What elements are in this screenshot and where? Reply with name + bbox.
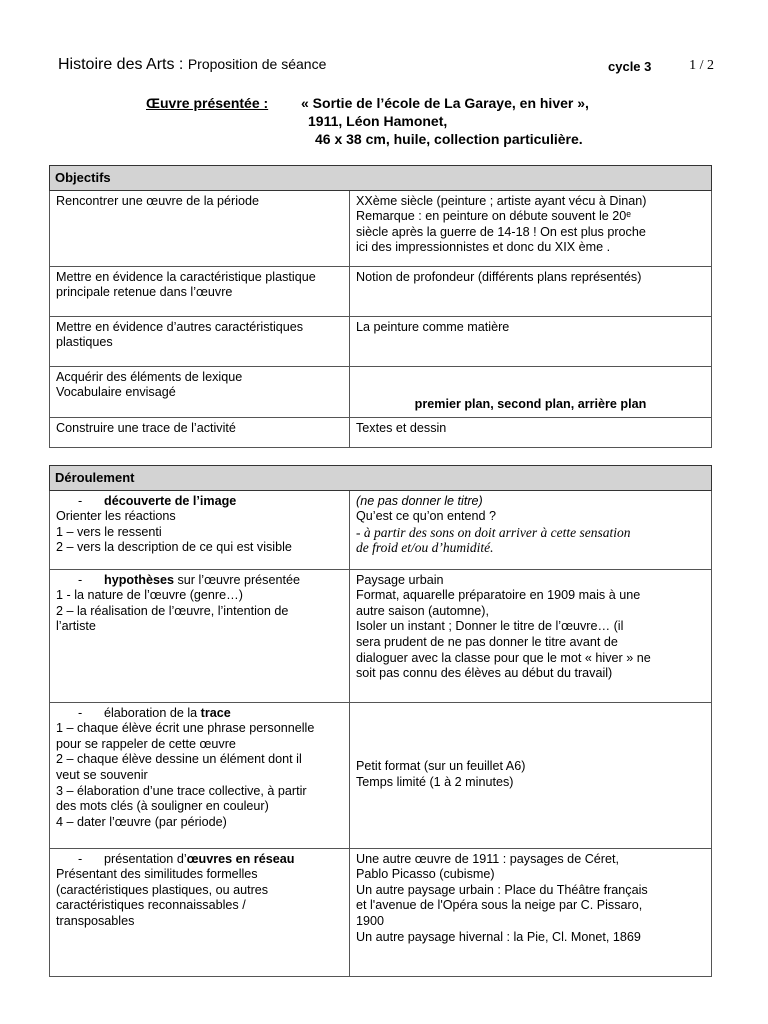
step-title-bold: œuvres en réseau bbox=[186, 851, 295, 866]
artwork-label: Œuvre présentée : bbox=[146, 95, 269, 111]
objective-note-cell bbox=[350, 417, 712, 447]
cell-line: et l'avenue de l'Opéra sous la neige par C. Pissaro, bbox=[356, 898, 643, 913]
cell-line: Orienter les réactions bbox=[56, 509, 176, 524]
cell-line: dialoguer avec la classe pour que le mot « hiver » ne bbox=[356, 650, 651, 665]
artwork-line-3: 46 x 38 cm, huile, collection particulière. bbox=[315, 131, 583, 147]
cell-line: Acquérir des éléments de lexique bbox=[56, 369, 243, 384]
dash: - bbox=[78, 851, 83, 866]
cell-line: XXème siècle (peinture ; artiste ayant vécu à Dinan) bbox=[356, 193, 647, 208]
step-cell bbox=[50, 569, 350, 702]
handwritten-note: de froid et/ou d’humidité. bbox=[356, 540, 494, 556]
objective-cell bbox=[50, 316, 350, 366]
cell-line: principale retenue dans l’œuvre bbox=[56, 285, 233, 300]
cell-line: autre saison (automne), bbox=[356, 603, 490, 618]
cell-line: siècle après la guerre de 14-18 ! On est plus proche bbox=[356, 224, 646, 239]
cell-line: Vocabulaire envisagé bbox=[56, 385, 176, 400]
cell-line: Mettre en évidence d’autres caractéristiques bbox=[56, 319, 304, 334]
cell-line: 2 – vers la description de ce qui est visible bbox=[56, 540, 292, 555]
cycle-label: cycle 3 bbox=[608, 59, 652, 74]
cell-line: plastiques bbox=[56, 335, 113, 350]
cell-line: Isoler un instant ; Donner le titre de l’œuvre… (il bbox=[356, 619, 624, 634]
cell-line: 1900 bbox=[356, 913, 385, 928]
cell-line: Notion de profondeur (différents plans représentés) bbox=[356, 269, 642, 284]
cell-line: Qu’est ce qu’on entend ? bbox=[356, 509, 497, 524]
step-title bbox=[56, 706, 343, 722]
step-cell bbox=[50, 490, 350, 569]
cell-line: Un autre paysage urbain : Place du Théâtre français bbox=[356, 882, 648, 897]
cell-line: La peinture comme matière bbox=[356, 319, 510, 334]
objective-cell bbox=[50, 366, 350, 417]
step-cell bbox=[50, 848, 350, 976]
cell-line: Une autre œuvre de 1911 : paysages de Céret, bbox=[356, 851, 619, 866]
table-row bbox=[50, 490, 712, 569]
page-header bbox=[58, 56, 714, 78]
cell-line: Textes et dessin bbox=[356, 420, 447, 435]
cell-line: veut se souvenir bbox=[56, 767, 148, 782]
cell-line: soit pas connu des élèves au début du travail) bbox=[356, 666, 613, 681]
objective-note-cell bbox=[350, 190, 712, 266]
cell-line: 3 – élaboration d’une trace collective, à partir bbox=[56, 783, 307, 798]
cell-line: Format, aquarelle préparatoire en 1909 mais à une bbox=[356, 588, 641, 603]
objective-note-cell bbox=[350, 366, 712, 417]
page-number: 1 / 2 bbox=[689, 58, 714, 73]
table-row bbox=[50, 190, 712, 266]
title-sub: Proposition de séance bbox=[187, 56, 327, 72]
objective-cell bbox=[50, 266, 350, 316]
vocabulary-terms: premier plan, second plan, arrière plan bbox=[414, 397, 647, 411]
step-note-cell bbox=[350, 569, 712, 702]
step-title bbox=[56, 494, 343, 510]
table-row bbox=[50, 266, 712, 316]
cell-line: Petit format (sur un feuillet A6) bbox=[356, 759, 526, 773]
table-row bbox=[50, 702, 712, 848]
cell-line: (ne pas donner le titre) bbox=[356, 493, 483, 508]
step-note-cell bbox=[350, 702, 712, 848]
title-main: Histoire des Arts bbox=[58, 56, 175, 73]
objective-cell bbox=[50, 190, 350, 266]
cell-line: Temps limité (1 à 2 minutes) bbox=[356, 774, 514, 789]
cell-line: Présentant des similitudes formelles bbox=[56, 867, 258, 882]
objectifs-heading: Objectifs bbox=[50, 166, 712, 191]
cell-line: pour se rappeler de cette œuvre bbox=[56, 736, 236, 751]
cell-line: 1 – chaque élève écrit une phrase personnelle bbox=[56, 721, 315, 736]
cell-line: ici des impressionnistes et donc du XIX ème . bbox=[356, 240, 611, 255]
step-cell bbox=[50, 702, 350, 848]
deroulement-table bbox=[49, 465, 712, 977]
objectifs-table bbox=[49, 165, 712, 448]
cell-line: 2 – chaque élève dessine un élément dont il bbox=[56, 752, 302, 767]
cell-line: 1 - la nature de l’œuvre (genre…) bbox=[56, 588, 243, 603]
cell-line: 1 – vers le ressenti bbox=[56, 524, 162, 539]
table-row bbox=[50, 569, 712, 702]
objective-cell bbox=[50, 417, 350, 447]
dash: - bbox=[78, 493, 83, 508]
title-separator: : bbox=[174, 56, 188, 73]
step-title-bold: découverte de l’image bbox=[104, 493, 237, 508]
step-title bbox=[56, 852, 343, 868]
step-title-bold: hypothèses bbox=[104, 572, 174, 587]
cell-line: Rencontrer une œuvre de la période bbox=[56, 193, 260, 208]
cell-line: (caractéristiques plastiques, ou autres bbox=[56, 882, 269, 897]
step-title bbox=[56, 573, 343, 589]
table-row bbox=[50, 316, 712, 366]
cell-line: 4 – dater l’œuvre (par période) bbox=[56, 814, 227, 829]
objective-note-cell bbox=[350, 316, 712, 366]
step-title-bold: trace bbox=[200, 705, 231, 720]
step-note-cell bbox=[350, 848, 712, 976]
cell-line: Un autre paysage hivernal : la Pie, Cl. Monet, 1869 bbox=[356, 929, 641, 944]
handwritten-note: - à partir des sons on doit arriver à cette sensation bbox=[356, 524, 631, 540]
table-row bbox=[50, 417, 712, 447]
artwork-line-1: « Sortie de l’école de La Garaye, en hiver », bbox=[301, 95, 589, 111]
objective-note-cell bbox=[350, 266, 712, 316]
artwork-line-2: 1911, Léon Hamonet, bbox=[308, 113, 448, 129]
table-row bbox=[50, 848, 712, 976]
step-title-pre: élaboration de la bbox=[104, 705, 201, 720]
step-title-rest: sur l’œuvre présentée bbox=[174, 572, 300, 587]
cell-line: transposables bbox=[56, 913, 135, 928]
cell-line: des mots clés (à souligner en couleur) bbox=[56, 799, 269, 814]
step-note-cell bbox=[350, 490, 712, 569]
cell-line: sera prudent de ne pas donner le titre avant de bbox=[356, 634, 618, 649]
cell-line: Pablo Picasso (cubisme) bbox=[356, 867, 495, 882]
cell-line: Remarque : en peinture on débute souvent le 20ᵉ bbox=[356, 209, 631, 224]
dash: - bbox=[78, 705, 83, 720]
table-row bbox=[50, 366, 712, 417]
deroulement-heading: Déroulement bbox=[50, 466, 712, 491]
cell-line: l’artiste bbox=[56, 619, 96, 634]
cell-line: caractéristiques reconnaissables / bbox=[56, 898, 246, 913]
cell-line: Construire une trace de l’activité bbox=[56, 420, 236, 435]
dash: - bbox=[78, 572, 83, 587]
cell-line: Mettre en évidence la caractéristique plastique bbox=[56, 269, 316, 284]
document-title bbox=[58, 56, 326, 74]
cell-line: Paysage urbain bbox=[356, 572, 444, 587]
step-title-pre: présentation d’ bbox=[104, 851, 187, 866]
cell-line: 2 – la réalisation de l’œuvre, l’intention de bbox=[56, 603, 289, 618]
